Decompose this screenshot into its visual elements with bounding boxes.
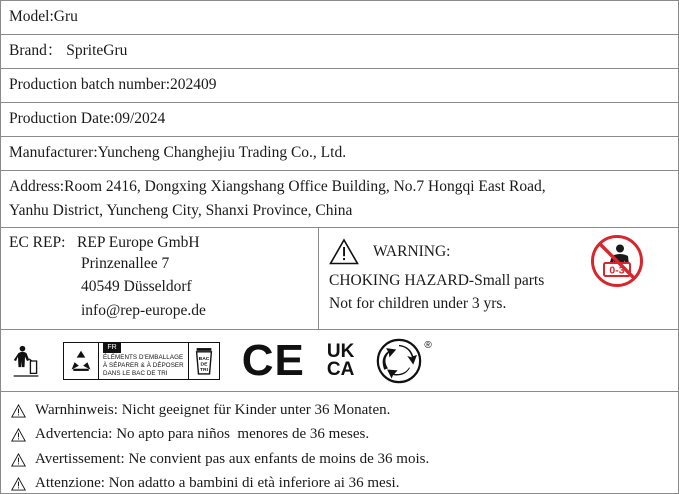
warning-french: [11, 447, 670, 471]
triman-arrows-icon: [64, 343, 99, 379]
ec-rep-block: [1, 228, 319, 329]
svg-text:DE: DE: [200, 361, 208, 368]
warning-triangle-icon: [11, 402, 26, 416]
multilingual-warnings-list: [1, 392, 678, 494]
spec-text-model: Model:Gru: [9, 8, 78, 25]
spec-row-model: [1, 1, 678, 35]
warning-triangle-icon: [11, 475, 26, 489]
warning-triangle-icon: [329, 238, 359, 265]
address-line-2: Yanhu District, Yuncheng City, Shanxi Province, China: [9, 202, 353, 220]
ec-rep-line-2: Prinzenallee 7: [81, 255, 170, 273]
ec-rep-email: info@rep-europe.de: [81, 301, 206, 319]
age-restriction-text: Not for children under 3 yrs.: [329, 295, 507, 313]
spec-row-production-date: [1, 103, 678, 137]
warning-text-spanish: Advertencia: No apto para niños menores de 36 meses.: [35, 426, 370, 443]
warning-word: WARNING:: [373, 242, 451, 260]
triman-line-1: ÉLÉMENTS D'EMBALLAGE: [103, 354, 184, 362]
compliance-symbols-row: [1, 330, 678, 392]
svg-text:TRI: TRI: [199, 366, 208, 373]
svg-text:0-3: 0-3: [609, 264, 625, 277]
ce-mark: CE: [241, 335, 305, 385]
ukca-line-1: UK: [326, 340, 355, 362]
triman-line-3: DANS LE BAC DE TRI: [103, 370, 168, 378]
warning-text-german: Warnhinweis: Nicht geeignet für Kinder unter 36 Monaten.: [35, 402, 391, 419]
ec-rep-and-warning-block: [1, 228, 678, 330]
ukca-line-2: CA: [326, 358, 355, 380]
ec-rep-line-1: EC REP: REP Europe GmbH: [9, 234, 200, 252]
triman-bin-icon: [188, 343, 219, 379]
warning-german: [11, 398, 670, 422]
choking-hazard-text: CHOKING HAZARD-Small parts: [329, 272, 545, 290]
svg-text:BAC: BAC: [198, 355, 210, 362]
spec-row-address: [1, 171, 678, 228]
registered-trademark-symbol: ®: [424, 339, 432, 351]
spec-text-manufacturer: Manufacturer:Yuncheng Changhejiu Trading Co., Ltd.: [9, 144, 347, 162]
warning-triangle-icon: [11, 451, 26, 465]
warning-italian: [11, 471, 670, 494]
triman-icon: [63, 342, 220, 380]
no-children-under-3-icon: [590, 234, 644, 288]
spec-row-manufacturer: [1, 137, 678, 171]
ukca-mark: [326, 340, 355, 380]
spec-text-production-batch-number: Production batch number:202409: [9, 76, 217, 94]
warning-spanish: [11, 422, 670, 446]
warning-triangle-icon: [11, 426, 26, 440]
warning-text-french: Avertissement: Ne convient pas aux enfants de moins de 36 mois.: [35, 450, 430, 467]
triman-fr-tag: FR: [103, 343, 121, 353]
ec-rep-line-3: 40549 Düsseldorf: [81, 278, 192, 296]
choking-hazard-warning-block: [319, 228, 678, 329]
address-line-1: Address:Room 2416, Dongxing Xiangshang Office Building, No.7 Hongqi East Road,: [9, 178, 546, 196]
spec-text-brand: Brand： SpriteGru: [9, 42, 128, 60]
green-dot-recycle-icon: [376, 338, 431, 384]
spec-text-production-date: Production Date:09/2024: [9, 110, 166, 128]
spec-row-production-batch-number: [1, 69, 678, 103]
spec-row-brand: [1, 35, 678, 69]
warning-text-italian: Attenzione: Non adatto a bambini di età inferiore ai 36 mesi.: [35, 475, 400, 491]
triman-line-2: À SÉPARER & À DÉPOSER: [103, 362, 184, 370]
tidyman-icon: [11, 343, 41, 379]
